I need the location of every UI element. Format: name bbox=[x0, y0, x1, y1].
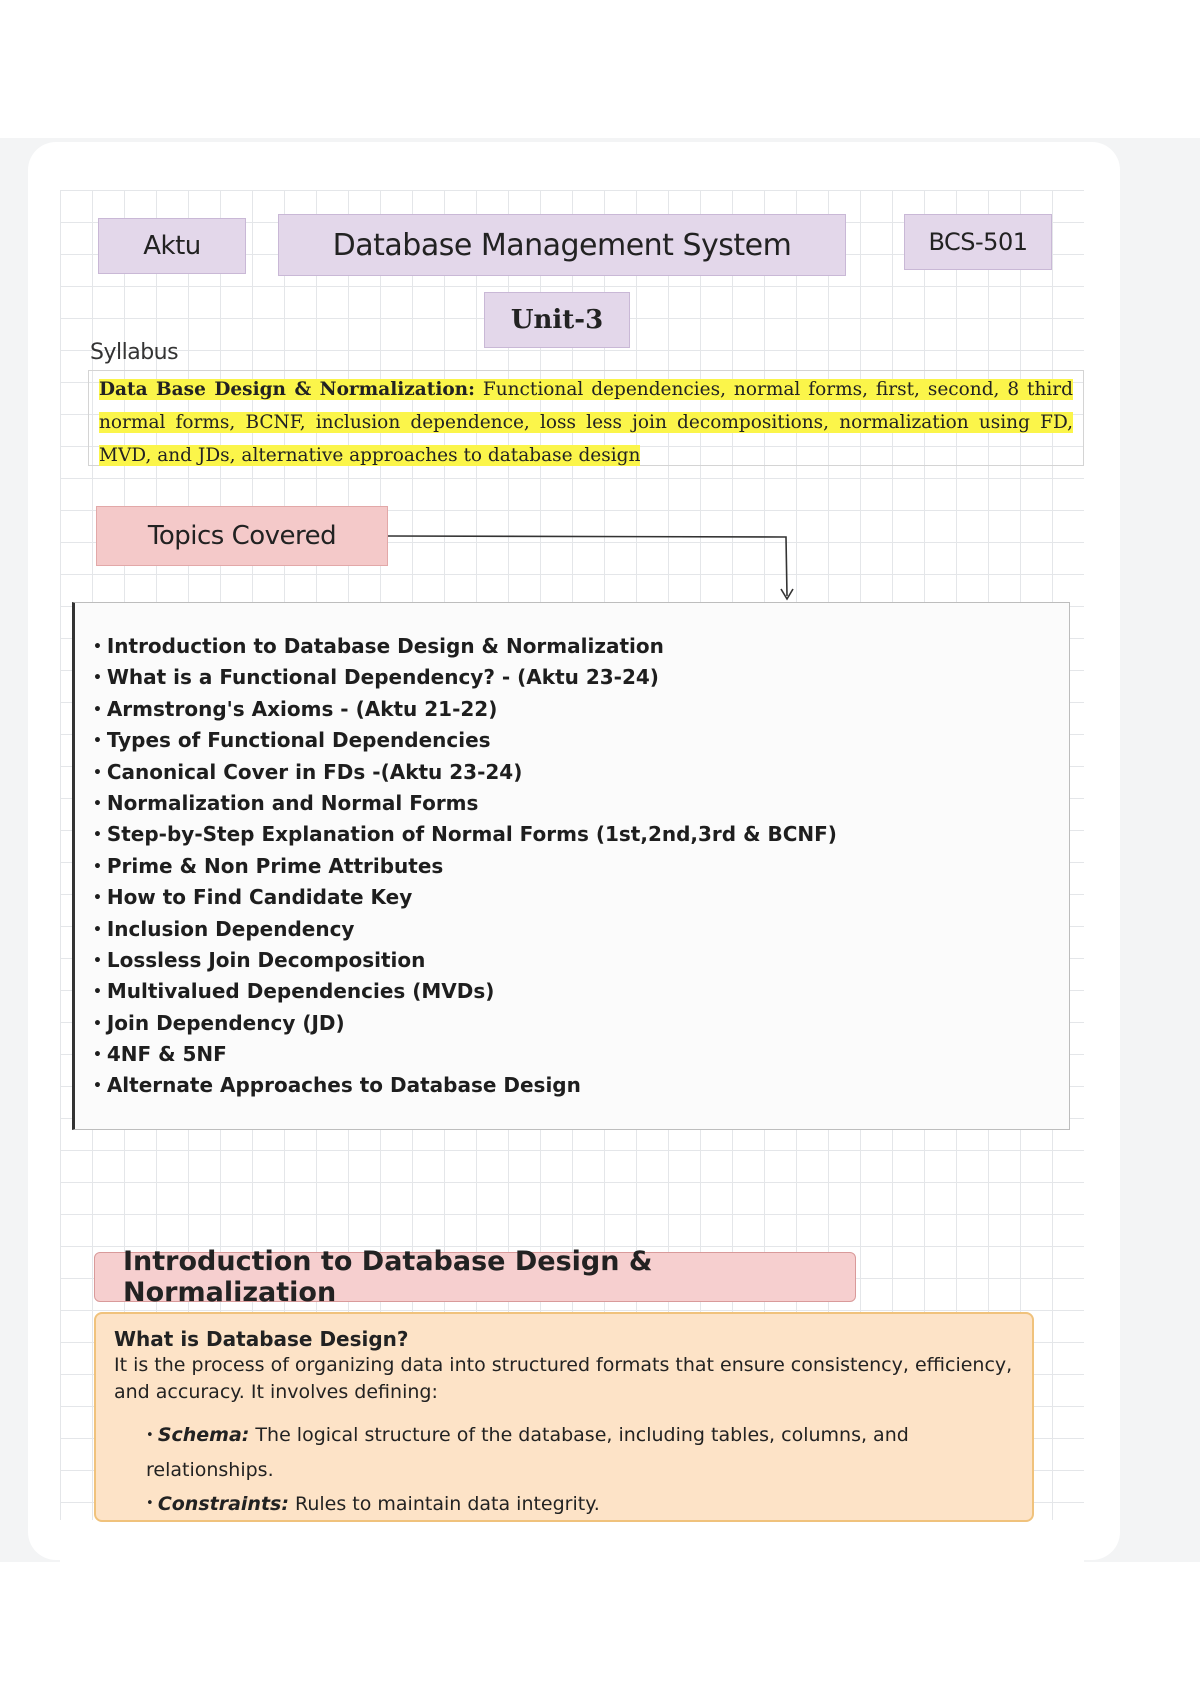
topic-item: • Armstrong's Axioms - (Aktu 21-22) bbox=[93, 694, 1069, 725]
topic-item: • Inclusion Dependency bbox=[93, 914, 1069, 945]
topics-list bbox=[75, 603, 1069, 1102]
definition-term: Constraints: bbox=[157, 1492, 289, 1515]
syllabus-text: Functional dependencies, normal forms, first, second, 8 third normal forms, BCNF, inclusion dependence, loss less join decompositions, normalization using FD, MVD, and JDs, alternative approaches to database design bbox=[99, 379, 1073, 466]
page-cutoff bbox=[60, 1522, 1084, 1562]
topic-item: • Alternate Approaches to Database Design bbox=[93, 1070, 1069, 1101]
topic-item: • Prime & Non Prime Attributes bbox=[93, 851, 1069, 882]
bottom-margin bbox=[0, 1562, 1200, 1698]
definition-point bbox=[146, 1487, 1014, 1522]
definition-term: Schema: bbox=[157, 1424, 250, 1446]
course-code-badge: BCS-501 bbox=[904, 214, 1052, 270]
topics-covered-label: Topics Covered bbox=[96, 506, 388, 566]
topic-item: • Lossless Join Decomposition bbox=[93, 945, 1069, 976]
topic-item: • Step-by-Step Explanation of Normal Forms (1st,2nd,3rd & BCNF) bbox=[93, 819, 1069, 850]
topic-item: • Normalization and Normal Forms bbox=[93, 788, 1069, 819]
topic-item: • Introduction to Database Design & Normalization bbox=[93, 631, 1069, 662]
section-heading: Introduction to Database Design & Normalization bbox=[94, 1252, 856, 1302]
university-badge: Aktu bbox=[98, 218, 246, 274]
syllabus-heading: Data Base Design & Normalization: bbox=[99, 379, 475, 400]
unit-badge: Unit-3 bbox=[484, 292, 630, 348]
topic-item: • Canonical Cover in FDs -(Aktu 23-24) bbox=[93, 757, 1069, 788]
topic-item: • Types of Functional Dependencies bbox=[93, 725, 1069, 756]
topic-item: • Join Dependency (JD) bbox=[93, 1008, 1069, 1039]
topic-item: • What is a Functional Dependency? - (Aktu 23-24) bbox=[93, 662, 1069, 693]
definition-text: It is the process of organizing data into structured formats that ensure consistency, efficiency, and accuracy. It involves defining: bbox=[114, 1354, 1013, 1403]
definition-box bbox=[94, 1312, 1034, 1522]
page-title: Database Management System bbox=[278, 214, 846, 276]
definition-point-text: The logical structure of the database, including tables, columns, and relationships. bbox=[146, 1424, 909, 1481]
definition-point bbox=[146, 1418, 1014, 1487]
definition-question: What is Database Design? bbox=[114, 1327, 409, 1351]
topic-item: • Multivalued Dependencies (MVDs) bbox=[93, 976, 1069, 1007]
topic-item: • How to Find Candidate Key bbox=[93, 882, 1069, 913]
definition-point-text: Rules to maintain data integrity. bbox=[288, 1492, 600, 1515]
definition-points bbox=[114, 1418, 1014, 1521]
syllabus-label: Syllabus bbox=[90, 340, 179, 365]
topic-item: • 4NF & 5NF bbox=[93, 1039, 1069, 1070]
topics-list-box bbox=[72, 602, 1070, 1130]
